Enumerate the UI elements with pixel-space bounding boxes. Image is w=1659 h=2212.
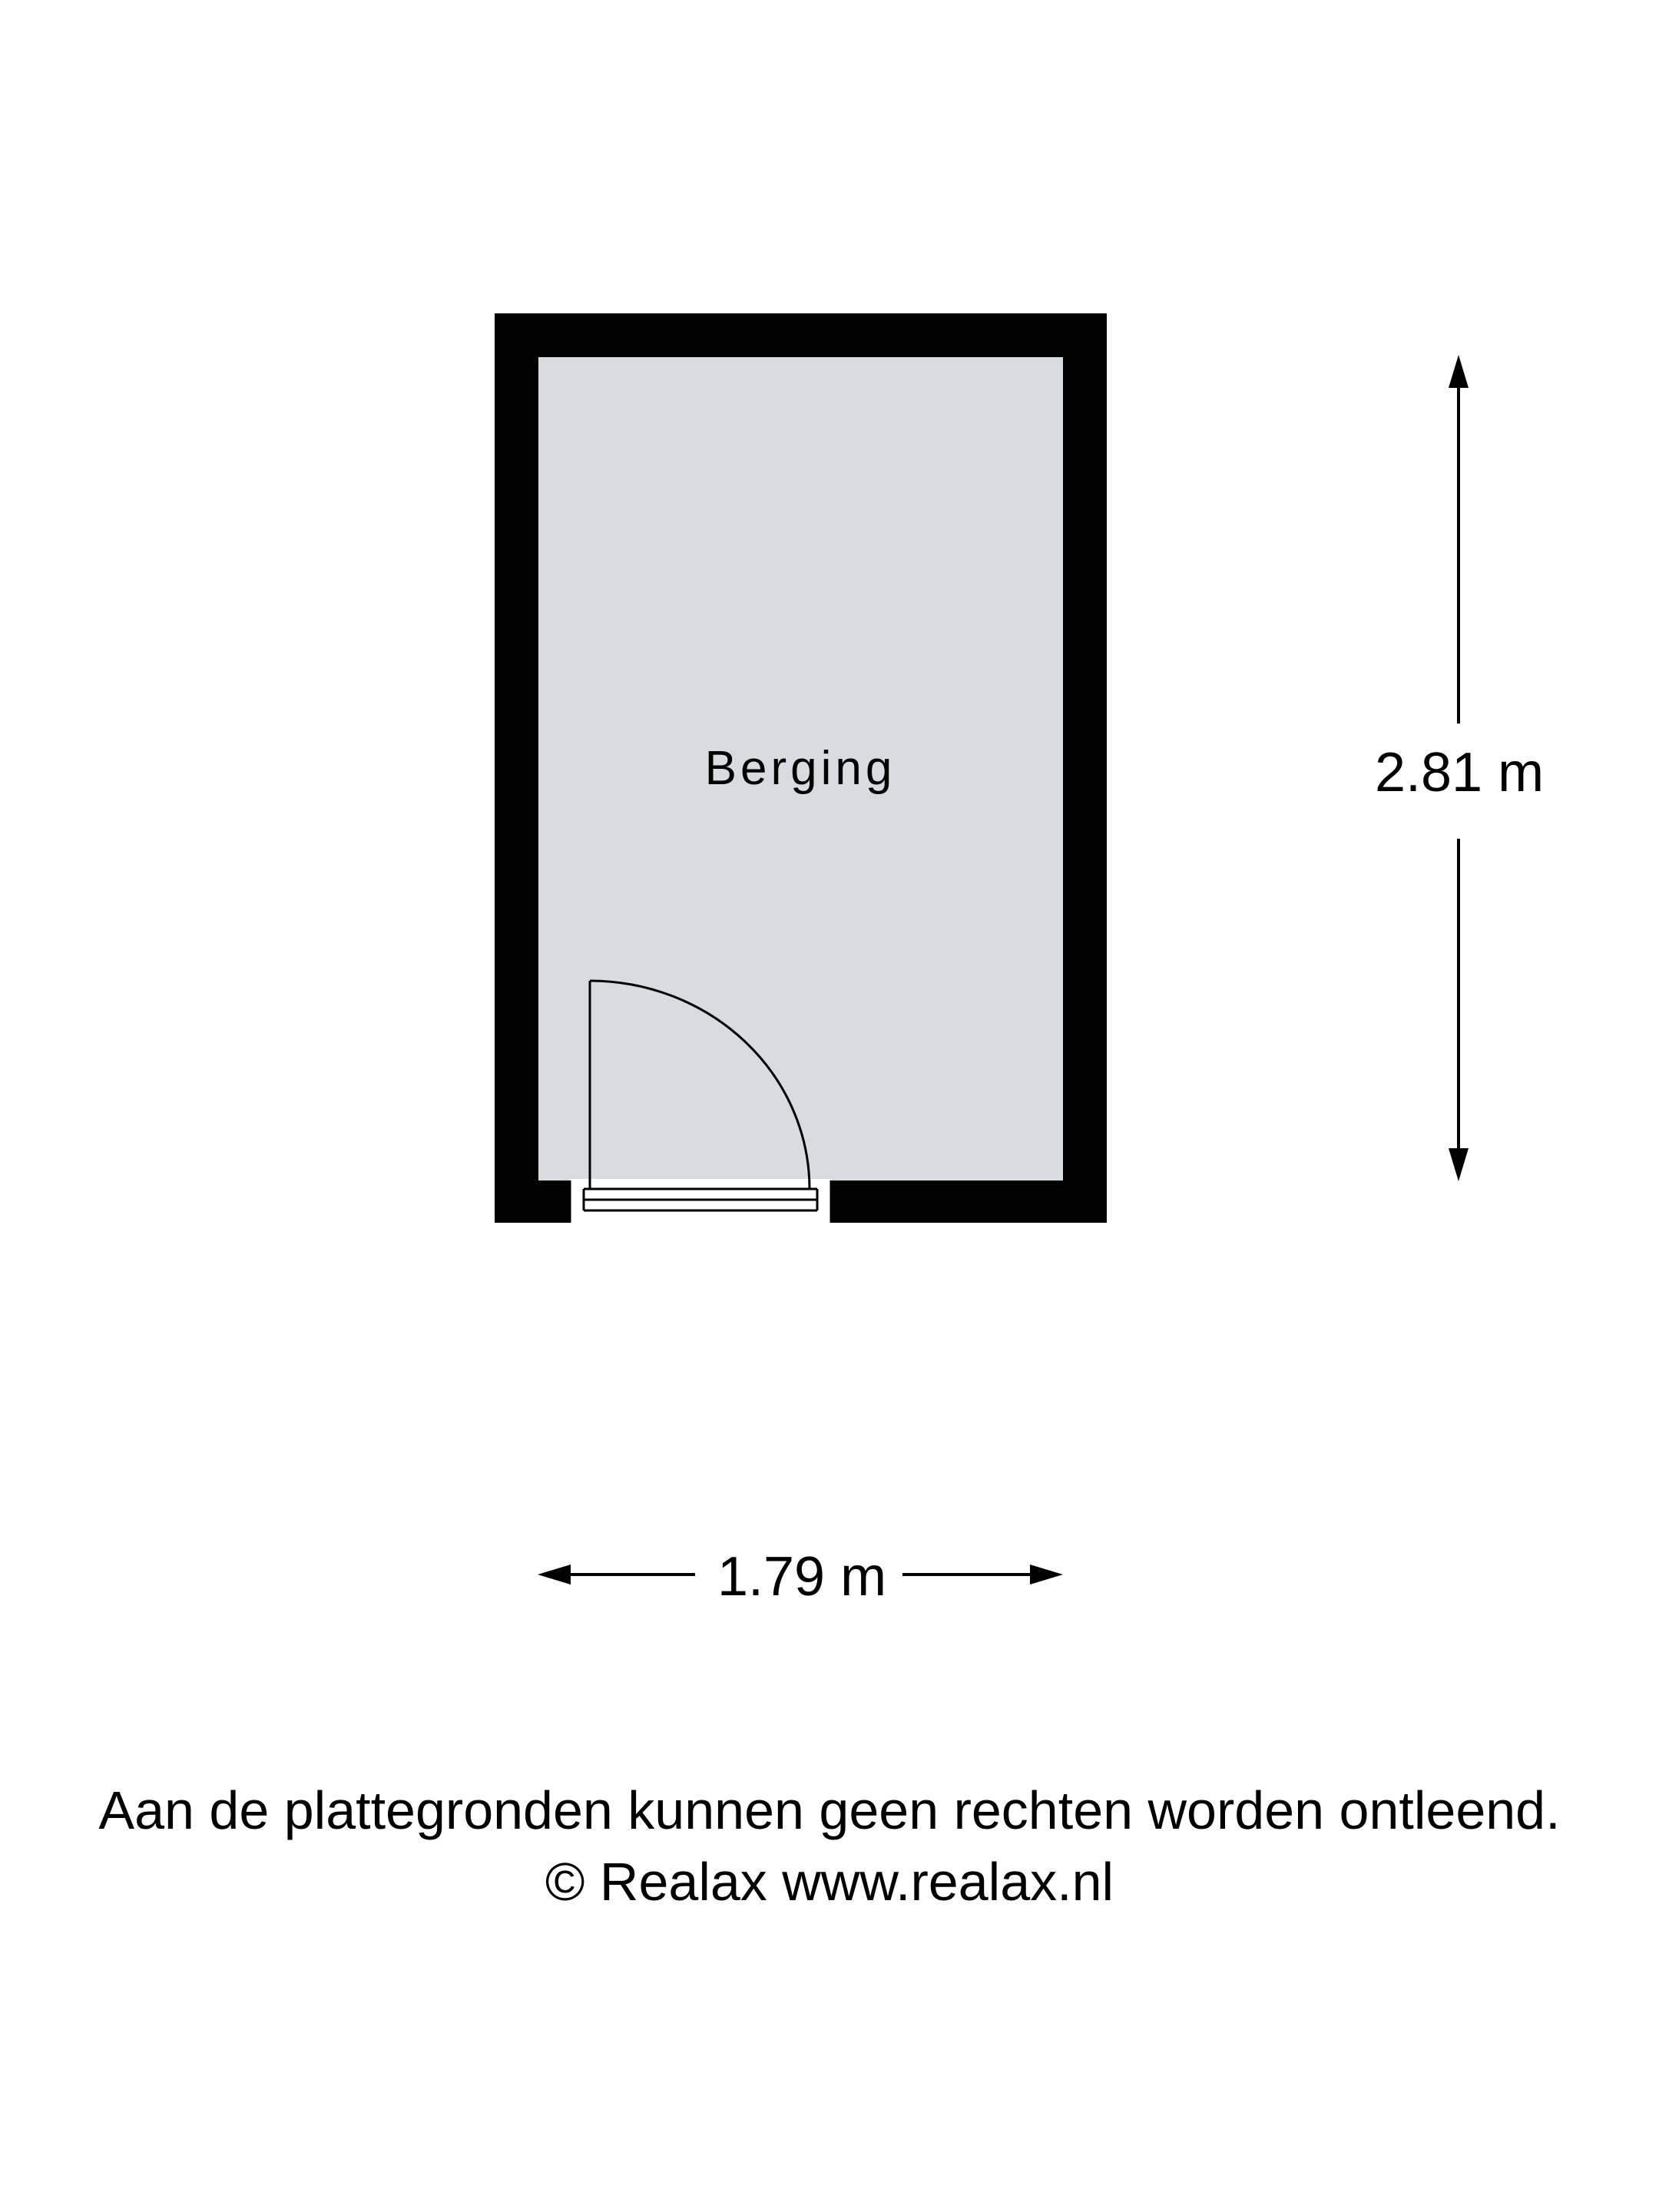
copyright-text: © Realax www.realax.nl [545, 1852, 1114, 1912]
disclaimer-text: Aan de plattegronden kunnen geen rechten worden ontleend. [98, 1780, 1561, 1840]
arrow-down-icon [1449, 1148, 1469, 1181]
height-dimension-label: 2.81 m [1374, 742, 1545, 803]
arrow-right-icon [1030, 1565, 1063, 1584]
arrow-up-icon [1449, 355, 1469, 388]
arrow-left-icon [538, 1565, 571, 1584]
door-opening [570, 1179, 831, 1225]
width-dimension-label: 1.79 m [717, 1546, 887, 1608]
room-label-berging: Berging [704, 742, 896, 795]
